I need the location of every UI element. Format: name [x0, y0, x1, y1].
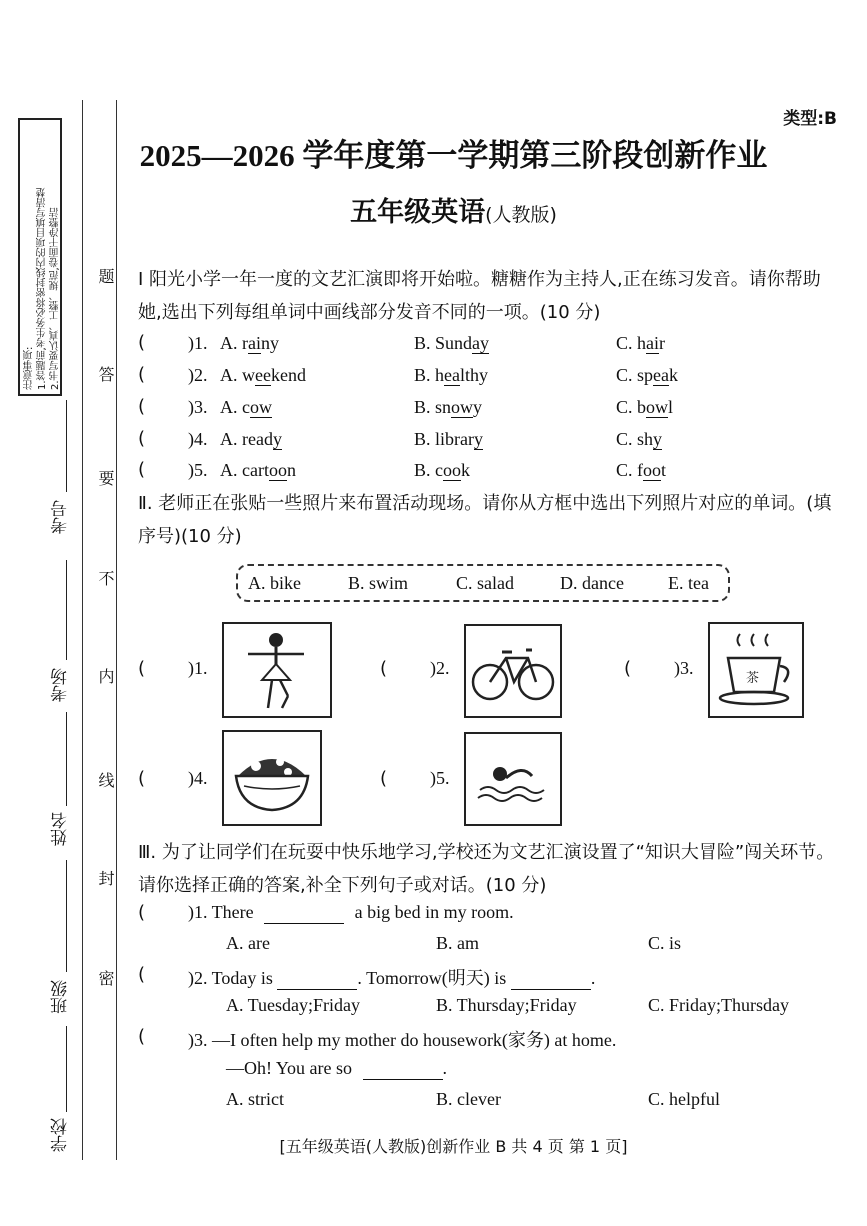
option-a[interactable]: A. Tuesday;Friday: [226, 995, 361, 1015]
question-1-text: )1. There a big bed in my room.: [188, 902, 514, 922]
option-c[interactable]: C. foot: [616, 460, 667, 480]
type-label: 类型:B: [783, 109, 837, 129]
section-2-heading: Ⅱ. 老师正在张贴一些照片来布置活动现场。请你从方框中选出下列照片对应的单词。(填序号)(10 分): [138, 493, 832, 547]
option-b[interactable]: B. clever: [436, 1089, 501, 1109]
question-number: )1.: [188, 333, 208, 353]
seal-char: 线: [96, 772, 115, 788]
dancer-picture: [222, 622, 332, 718]
question-row: [138, 424, 858, 454]
answer-blank[interactable]: [264, 902, 344, 924]
section-1-heading: Ⅰ 阳光小学一年一度的文艺汇演即将开始啦。糖糖作为主持人,正在练习发音。请你帮助她,选出下列每组单词中画线部分发音不同的一项。(10 分): [138, 269, 821, 323]
school-line[interactable]: [66, 1026, 67, 1112]
option-b[interactable]: B. Sunday: [414, 333, 490, 353]
name-line[interactable]: [66, 712, 67, 806]
option-a[interactable]: A. weekend: [220, 365, 306, 385]
subtitle-suffix: (人教版): [485, 204, 557, 226]
tea-cup-icon: [710, 624, 802, 716]
swimmer-picture: [464, 732, 562, 826]
swimmer-icon: [466, 734, 560, 824]
word-option: D. dance: [560, 573, 624, 593]
answer-paren[interactable]: (: [138, 332, 146, 353]
question-number: )5.: [188, 460, 208, 480]
question-number: )3.: [188, 397, 208, 417]
option-c[interactable]: C. speak: [616, 365, 678, 385]
question-number: )2.: [188, 365, 208, 385]
question-row: [138, 392, 858, 422]
question-2-text: )2. Today is . Tomorrow(明天) is .: [188, 968, 596, 988]
answer-paren[interactable]: (: [138, 459, 146, 480]
answer-blank[interactable]: [511, 968, 591, 990]
seal-char: 内: [96, 668, 115, 684]
option-c[interactable]: C. shy: [616, 429, 663, 449]
question-row: [138, 328, 858, 358]
question-3-line2: —Oh! You are so .: [226, 1058, 447, 1078]
word-option: C. salad: [456, 573, 514, 593]
seal-char: 题: [96, 268, 115, 284]
answer-paren[interactable]: (: [138, 658, 146, 679]
word-option: B. swim: [348, 573, 409, 593]
option-b[interactable]: B. healthy: [414, 365, 489, 385]
page-title: 2025—2026 学年度第一学期第三阶段创新作业: [139, 138, 768, 173]
field-class-label: 班级: [51, 980, 71, 1014]
exam-room-line[interactable]: [66, 560, 67, 660]
option-c[interactable]: C. Friday;Thursday: [648, 995, 789, 1015]
word-bank: [236, 564, 730, 602]
class-line[interactable]: [66, 860, 67, 972]
picture-number: )1.: [188, 658, 208, 678]
answer-paren[interactable]: (: [138, 364, 146, 385]
option-b[interactable]: B. am: [436, 933, 479, 953]
option-a[interactable]: A. strict: [226, 1089, 284, 1109]
answer-blank[interactable]: [363, 1058, 443, 1080]
answer-paren[interactable]: (: [138, 396, 146, 417]
option-b[interactable]: B. Thursday;Friday: [436, 995, 577, 1015]
dancer-icon: [224, 624, 330, 716]
seal-char: 封: [96, 870, 115, 886]
seal-char: 密: [96, 970, 115, 986]
subtitle-text: 五年级英语: [350, 197, 486, 228]
option-c[interactable]: C. hair: [616, 333, 666, 353]
picture-number: )3.: [674, 658, 694, 678]
option-b[interactable]: B. cook: [414, 460, 470, 480]
picture-number: )4.: [188, 768, 208, 788]
field-name-label: 姓名: [51, 812, 71, 846]
answer-blank[interactable]: [277, 968, 357, 990]
option-a[interactable]: A. cow: [220, 397, 272, 417]
question-row: [138, 455, 858, 485]
notice-text: 注意事项: 1.答题前,考生务必将密封线内的项目填写清楚 2.书写要认真、工整、规范,卷面干净整洁: [24, 187, 61, 390]
answer-paren[interactable]: (: [138, 428, 146, 449]
seal-char: 不: [96, 570, 115, 586]
option-b[interactable]: B. snowy: [414, 397, 483, 417]
answer-paren[interactable]: (: [380, 658, 388, 679]
seal-char: 答: [96, 366, 115, 382]
field-exam-number-label: 考号: [51, 500, 71, 534]
answer-paren[interactable]: (: [138, 902, 146, 923]
option-a[interactable]: A. rainy: [220, 333, 279, 353]
field-exam-room-label: 考场: [51, 668, 71, 702]
option-c[interactable]: C. is: [648, 933, 682, 953]
answer-paren[interactable]: (: [624, 658, 632, 679]
answer-paren[interactable]: (: [138, 964, 146, 985]
binding-line-outer: [82, 100, 83, 1160]
option-a[interactable]: A. are: [226, 933, 270, 953]
bicycle-icon: [466, 626, 560, 716]
option-c[interactable]: C. helpful: [648, 1089, 720, 1109]
salad-bowl-picture: [222, 730, 322, 826]
salad-bowl-icon: [224, 732, 320, 824]
word-option: E. tea: [668, 573, 709, 593]
answer-paren[interactable]: (: [380, 768, 388, 789]
option-b[interactable]: B. library: [414, 429, 483, 449]
answer-paren[interactable]: (: [138, 1026, 146, 1047]
question-row: [138, 360, 858, 390]
page-subtitle: [20, 190, 867, 229]
page-footer: [五年级英语(人教版)创新作业 B 共 4 页 第 1 页]: [279, 1137, 628, 1156]
cup-text: 茶: [746, 671, 760, 686]
binding-line-inner: [116, 100, 117, 1160]
picture-number: )2.: [430, 658, 450, 678]
option-a[interactable]: A. cartoon: [220, 460, 296, 480]
tea-cup-picture: [708, 622, 804, 718]
seal-char: 要: [96, 470, 115, 486]
section-3-heading: Ⅲ. 为了让同学们在玩耍中快乐地学习,学校还为文艺汇演设置了“知识大冒险”闯关环节。请你选择正确的答案,补全下列句子或对话。(10 分): [138, 842, 835, 896]
bicycle-picture: [464, 624, 562, 718]
option-a[interactable]: A. ready: [220, 429, 282, 449]
option-c[interactable]: C. bowl: [616, 397, 674, 417]
field-school-label: 学校: [51, 1118, 71, 1152]
question-number: )4.: [188, 429, 208, 449]
picture-number: )5.: [430, 768, 450, 788]
word-option: A. bike: [248, 573, 301, 593]
question-3-text: )3. —I often help my mother do housework(家务) at home.: [188, 1030, 617, 1050]
exam-number-line[interactable]: [66, 400, 67, 492]
answer-paren[interactable]: (: [138, 768, 146, 789]
